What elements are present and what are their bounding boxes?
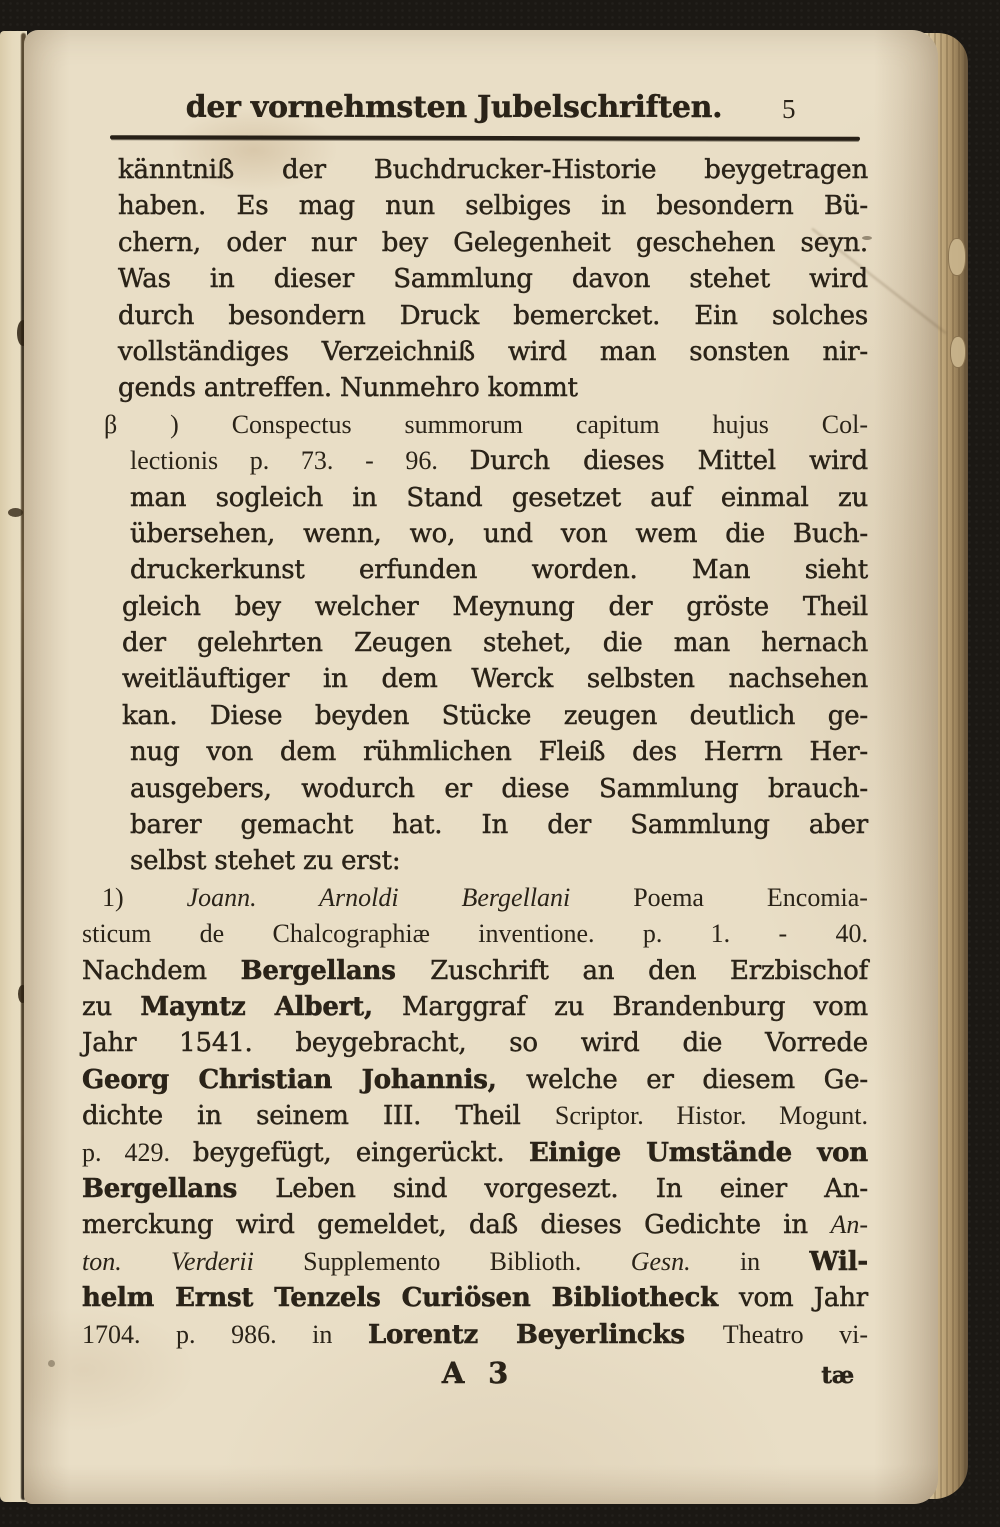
text-line [82, 953, 868, 989]
text-line [82, 1280, 868, 1316]
paragraph-continuation [82, 152, 868, 407]
text-segment: welche er diesem Ge- [526, 1064, 869, 1095]
text-segment: Poema Encomia- [633, 882, 868, 912]
running-title: der vornehmsten Jubelschriften. [185, 90, 723, 125]
text-line [118, 334, 868, 370]
text-segment: lectionis p. 73. - 96. [130, 446, 470, 476]
text-line [82, 1025, 868, 1061]
text-segment: Marggraf zu Brandenburg vom [401, 991, 868, 1022]
signature-row [82, 1356, 868, 1398]
text-line [130, 734, 868, 770]
text-line [118, 370, 868, 406]
text-segment: merckung wird gemeldet, daß dieses Gedichte in [82, 1210, 831, 1241]
text-segment: Scriptor. Histor. Mogunt. [554, 1101, 868, 1131]
text-segment: kan. Diese beyden Stücke zeugen deutlich ge- [122, 700, 868, 731]
text-line [82, 1062, 868, 1098]
text-segment: nug von dem rühmlichen Fleiß des Herrn Her- [130, 737, 868, 768]
text-segment: beygefügt, eingerückt. [192, 1137, 529, 1168]
text-line [130, 516, 868, 552]
text-segment: Zuschrift an den Erzbischof [430, 955, 868, 986]
text-segment: ton. Verderii [82, 1246, 304, 1276]
text-line [118, 152, 868, 188]
text-segment: man sogleich in Stand gesetzet auf einmal zu [130, 482, 868, 513]
header-rule [110, 135, 860, 141]
signature-mark: A 3 [441, 1355, 509, 1390]
ink-speck [48, 1360, 55, 1367]
text-line [122, 698, 868, 734]
text-segment: Durch dieses Mittel wird [469, 446, 868, 477]
text-segment: Leben sind vorgesezt. In einer An- [275, 1173, 868, 1204]
text-segment: barer gemacht hat. In der Sammlung aber [130, 810, 868, 841]
text-segment: ausgebers, wodurch er diese Sammlung brauch- [130, 773, 868, 804]
text-segment: p. 429. [82, 1137, 193, 1167]
text-segment: Joann. Arnoldi Bergellani [186, 882, 634, 912]
text-segment: durch besondern Druck bemercket. Ein solches [118, 300, 868, 331]
text-line [82, 989, 868, 1025]
text-segment: Lorentz Beyerlincks [367, 1319, 723, 1350]
text-segment: Was in dieser Sammlung davon stehet wird [118, 264, 868, 295]
text-line [118, 261, 868, 297]
text-line [118, 298, 868, 334]
text-line [82, 1207, 868, 1243]
text-segment: Bergellans [82, 1173, 276, 1204]
text-line [82, 1244, 868, 1280]
text-segment: zu [82, 991, 141, 1022]
text-segment: vom Jahr [739, 1283, 868, 1314]
item-beta [82, 407, 868, 880]
text-segment: Theatro vi- [722, 1319, 868, 1349]
text-segment: Georg Christian Johannis, [82, 1064, 527, 1095]
text-line [122, 661, 868, 697]
text-line [122, 625, 868, 661]
text-segment: druckerkunst erfunden worden. Man sieht [130, 555, 868, 586]
text-segment: gleich bey welcher Meynung der gröste Theil [122, 591, 868, 622]
text-segment: Gesn. [630, 1246, 691, 1276]
text-line [118, 225, 868, 261]
text-line [82, 916, 868, 952]
page-edge-bump [950, 336, 966, 368]
text-segment: Mayntz Albert, [140, 991, 402, 1022]
text-segment: Nachdem [82, 955, 241, 986]
text-block [82, 152, 868, 1398]
text-segment: in [690, 1246, 810, 1276]
text-segment: Einige Umstände von [528, 1137, 869, 1168]
text-segment: selbst stehet zu erst: [130, 846, 401, 877]
text-line [104, 407, 868, 443]
text-line [130, 843, 868, 879]
text-segment: 1704. p. 986. in [82, 1319, 368, 1349]
text-segment: gends antreffen. Nunmehro kommt [118, 373, 578, 404]
text-segment: Supplemento Biblioth. [303, 1246, 631, 1276]
text-segment: Bergellans [240, 955, 431, 986]
text-line [130, 480, 868, 516]
text-segment: haben. Es mag nun selbiges in besondern Bü- [118, 191, 868, 222]
text-line [130, 807, 868, 843]
text-line [118, 188, 868, 224]
text-line [82, 1317, 868, 1353]
text-line [130, 771, 868, 807]
text-line [82, 1171, 868, 1207]
text-segment: helm Ernst Tenzels Curiösen Bibliotheck [82, 1283, 739, 1314]
text-line [130, 443, 868, 479]
text-segment: übersehen, wenn, wo, und von wem die Buch- [130, 518, 868, 549]
catchword: tæ [821, 1361, 854, 1389]
text-line [82, 1135, 868, 1171]
text-segment: An- [830, 1210, 868, 1240]
item-1 [82, 880, 868, 1353]
text-segment: känntniß der Buchdrucker-Historie beygetragen [118, 155, 868, 185]
text-segment: dichte in seinem III. Theil [82, 1101, 555, 1132]
text-line [122, 589, 868, 625]
book-page [24, 30, 938, 1504]
text-segment: chern, oder nur bey Gelegenheit geschehen seyn. [118, 227, 868, 258]
text-segment: 1) [102, 882, 187, 912]
page-edge-bump [948, 238, 966, 276]
text-segment: der gelehrten Zeugen stehet, die man hernach [122, 628, 868, 659]
page-number: 5 [782, 94, 796, 124]
text-line [82, 1098, 868, 1134]
text-line [130, 552, 868, 588]
text-segment: β ) Conspectus summorum capitum hujus Col- [104, 409, 868, 439]
text-segment: weitläuftiger in dem Werck selbsten nachsehen [122, 664, 868, 695]
text-segment: vollständiges Verzeichniß wird man sonsten nir- [118, 336, 868, 367]
text-segment: Wil- [809, 1246, 868, 1277]
ink-speck [8, 508, 23, 517]
text-segment: Jahr 1541. beygebracht, so wird die Vorrede [82, 1028, 868, 1059]
text-line [102, 880, 868, 916]
text-segment: sticum de Chalcographiæ inventione. p. 1. - 40. [82, 919, 868, 949]
